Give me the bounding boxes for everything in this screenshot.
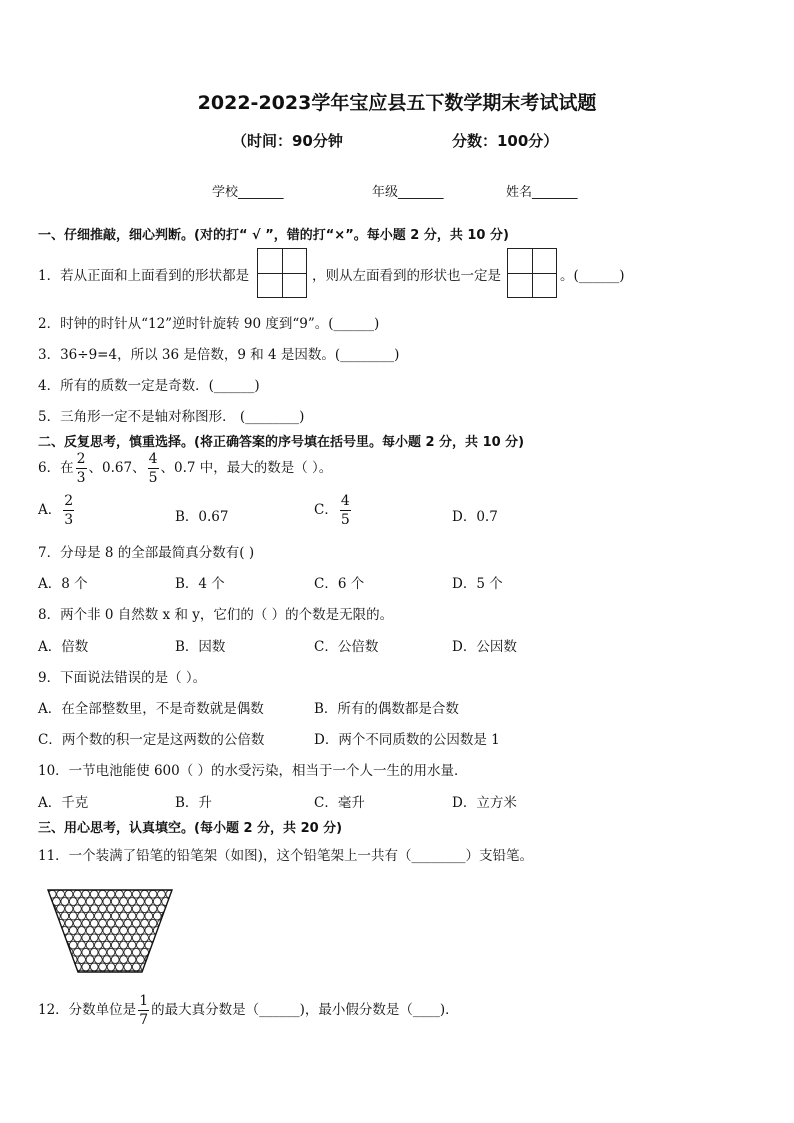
pencil-end [69, 912, 77, 920]
question-10-option-c: C．毫升 [314, 795, 365, 811]
pencil-end [95, 912, 103, 920]
pencil-end [170, 941, 176, 949]
pencil-end [153, 941, 161, 949]
pencil-end [170, 912, 176, 920]
pencil-end [137, 898, 145, 906]
pencil-end [124, 890, 132, 898]
pencil-end [57, 890, 65, 898]
pencil-end [48, 948, 56, 956]
pencil-end [137, 956, 145, 964]
question-1-part-b: ，则从左面看到的形状也一定是 [312, 268, 501, 284]
question-6-middle: 、0.67、 [88, 460, 146, 476]
pencil-end [103, 941, 111, 949]
pencil-end [153, 912, 161, 920]
pencil-end [82, 948, 90, 956]
grade-field: 年级_______ [372, 185, 444, 200]
pencil-end [158, 934, 166, 942]
pencil-end [82, 963, 90, 971]
pencil-end [99, 905, 107, 913]
pencil-end [111, 941, 119, 949]
pencil-end [99, 934, 107, 942]
grid-figure-front [257, 248, 307, 298]
pencil-end [65, 905, 73, 913]
school-field: 学校_______ [212, 185, 284, 200]
pencil-end [53, 941, 61, 949]
pencil-end [90, 948, 98, 956]
pencil-end [162, 956, 170, 964]
pencil-end [86, 970, 94, 976]
page-title: 2022-2023学年宝应县五下数学期末考试试题 [197, 92, 597, 114]
pencil-end [78, 912, 86, 920]
pencil-end [86, 912, 94, 920]
pencil-end [90, 905, 98, 913]
pencil-end [107, 890, 115, 898]
pencil-end [128, 956, 136, 964]
pencil-end [95, 970, 103, 976]
pencil-end [166, 919, 174, 927]
pencil-end [116, 963, 124, 971]
pencil-end [57, 963, 65, 971]
question-6-option-d: D．0.7 [452, 509, 498, 525]
pencil-end [99, 963, 107, 971]
fraction-1-7: $\frac{1}{7}$ [139, 993, 149, 1028]
pencil-end [141, 919, 149, 927]
question-6-option-c: C． $\frac{4}{5}$ [314, 493, 350, 528]
pencil-end [82, 890, 90, 898]
pencil-end [120, 956, 128, 964]
pencil-end [48, 963, 56, 971]
pencil-end [57, 948, 65, 956]
pencil-end [65, 963, 73, 971]
question-8-option-a: A．倍数 [38, 639, 89, 655]
pencil-end [103, 898, 111, 906]
question-9-option-c: C．两个数的积一定是这两数的公倍数 [38, 732, 265, 748]
pencil-end [162, 970, 170, 976]
pencil-end [153, 970, 161, 976]
pencil-end [99, 890, 107, 898]
pencil-end [86, 941, 94, 949]
pencil-end [78, 898, 86, 906]
pencil-end [128, 912, 136, 920]
pencil-end [57, 905, 65, 913]
pencil-end [116, 919, 124, 927]
pencil-end [166, 963, 174, 971]
pencil-end [141, 890, 149, 898]
pencil-end [90, 934, 98, 942]
question-6-option-a: A． $\frac{2}{3}$ [38, 493, 74, 528]
pencil-end [74, 890, 82, 898]
question-12 [38, 994, 459, 1027]
pencil-end [166, 905, 174, 913]
pencil-end [78, 927, 86, 935]
pencil-end [74, 919, 82, 927]
pencil-end [170, 898, 176, 906]
pencil-end [103, 956, 111, 964]
pencil-end [86, 898, 94, 906]
pencil-end [137, 941, 145, 949]
fraction-4-5: $\frac{4}{5}$ [148, 451, 158, 486]
pencil-end [153, 898, 161, 906]
question-12-prefix: 12．分数单位是 [38, 1002, 137, 1018]
pencil-end [116, 948, 124, 956]
pencil-end [86, 927, 94, 935]
pencil-end [65, 919, 73, 927]
pencil-end [132, 948, 140, 956]
question-6-suffix: 、0.7 中，最大的数是（ ）。 [160, 460, 333, 476]
pencil-end [74, 948, 82, 956]
pencil-end [120, 912, 128, 920]
pencil-end [137, 912, 145, 920]
pencil-end [103, 912, 111, 920]
pencil-end [90, 890, 98, 898]
pencil-end [107, 948, 115, 956]
pencil-end [69, 927, 77, 935]
pencil-end [53, 956, 61, 964]
pencil-end [69, 941, 77, 949]
pencil-end [120, 941, 128, 949]
pencil-end [95, 941, 103, 949]
pencil-end [82, 919, 90, 927]
pencil-end [48, 934, 56, 942]
pencil-end [141, 948, 149, 956]
question-6-option-b: B．0.67 [175, 509, 229, 525]
pencil-end [90, 919, 98, 927]
pencil-end [107, 905, 115, 913]
pencil-end [65, 890, 73, 898]
pencil-end [149, 890, 157, 898]
pencil-end [132, 934, 140, 942]
pencil-end [78, 956, 86, 964]
question-10: 10．一节电池能使 600（ ）的水受污染，相当于一个人一生的用水量． [38, 763, 468, 779]
pencil-end [170, 927, 176, 935]
question-7-option-d: D．5 个 [452, 576, 503, 592]
pencil-end [128, 898, 136, 906]
pencil-end [57, 934, 65, 942]
pencil-end [132, 919, 140, 927]
question-7-option-c: C．6 个 [314, 576, 365, 592]
pencil-end [99, 919, 107, 927]
question-9-option-d: D．两个不同质数的公因数是 1 [314, 732, 500, 748]
pencil-end [132, 905, 140, 913]
pencil-end [141, 934, 149, 942]
question-9-option-b: B．所有的偶数都是合数 [314, 701, 459, 717]
pencil-end [149, 963, 157, 971]
question-4: 4．所有的质数一定是奇数．(______) [38, 378, 260, 394]
pencil-end [74, 934, 82, 942]
pencil-end [170, 970, 176, 976]
question-8: 8．两个非 0 自然数 x 和 y，它们的（ ）的个数是无限的。 [38, 607, 394, 623]
section-2-heading: 二、反复思考，慎重选择。(将正确答案的序号填在括号里。每小题 2 分，共 10 分) [38, 435, 525, 450]
pencil-holder-figure [44, 886, 176, 976]
pencil-end [107, 919, 115, 927]
pencil-end [162, 941, 170, 949]
exam-time: （时间：90分钟 [232, 132, 343, 150]
pencil-end [74, 905, 82, 913]
pencil-end [158, 963, 166, 971]
question-6-prefix: 6．在 [38, 460, 74, 476]
pencil-end [162, 927, 170, 935]
pencil-end [95, 927, 103, 935]
pencil-end [145, 898, 153, 906]
question-7-option-b: B．4 个 [175, 576, 225, 592]
pencil-end [116, 905, 124, 913]
question-9-option-a: A．在全部整数里，不是奇数就是偶数 [38, 701, 264, 717]
pencil-end [128, 927, 136, 935]
question-9: 9．下面说法错误的是（ ）。 [38, 670, 207, 686]
pencil-end [103, 970, 111, 976]
pencil-end [153, 956, 161, 964]
pencil-end [95, 956, 103, 964]
question-7-option-a: A．8 个 [38, 576, 88, 592]
question-3: 3．36÷9=4，所以 36 是倍数，9 和 4 是因数。(________) [38, 347, 400, 363]
pencil-end [86, 956, 94, 964]
pencil-end [145, 970, 153, 976]
question-8-option-b: B．因数 [175, 639, 226, 655]
pencil-end [120, 927, 128, 935]
pencil-end [120, 898, 128, 906]
question-1-part-a: 1．若从正面和上面看到的形状都是 [38, 268, 250, 284]
question-11: 11．一个装满了铅笔的铅笔架（如图)，这个铅笔架上一共有（________）支铅笔。 [38, 848, 533, 864]
pencil-end [53, 927, 61, 935]
pencil-end [111, 927, 119, 935]
question-2: 2．时钟的时针从“12”逆时针旋转 90 度到“9”。(______) [38, 316, 380, 332]
question-10-option-b: B．升 [175, 795, 212, 811]
pencil-end [48, 919, 56, 927]
pencil-end [116, 934, 124, 942]
name-field: 姓名_______ [506, 185, 578, 200]
question-6 [38, 452, 332, 485]
pencil-end [69, 898, 77, 906]
pencil-end [111, 912, 119, 920]
pencil-end [99, 948, 107, 956]
pencil-end [132, 963, 140, 971]
pencil-end [124, 919, 132, 927]
pencil-end [124, 934, 132, 942]
pencil-end [61, 898, 69, 906]
pencil-end [120, 970, 128, 976]
pencil-end [128, 970, 136, 976]
pencil-end [53, 970, 61, 976]
pencil-end [124, 963, 132, 971]
pencil-end [137, 970, 145, 976]
pencil-end [137, 927, 145, 935]
section-1-heading: 一、仔细推敲，细心判断。(对的打“ √ ”，错的打“×”。每小题 2 分，共 10 分) [38, 228, 509, 243]
pencil-end [82, 934, 90, 942]
pencil-end [61, 956, 69, 964]
pencil-end [166, 948, 174, 956]
pencil-end [107, 934, 115, 942]
pencil-end [149, 905, 157, 913]
pencil-end [141, 905, 149, 913]
pencil-end [107, 963, 115, 971]
question-8-option-d: D．公因数 [452, 639, 517, 655]
pencil-end [78, 941, 86, 949]
pencil-end [158, 948, 166, 956]
pencil-end [111, 898, 119, 906]
pencil-end [78, 970, 86, 976]
question-8-option-c: C．公倍数 [314, 639, 379, 655]
question-12-suffix: 的最大真分数是（______)，最小假分数是（____)． [151, 1002, 459, 1018]
pencil-end [149, 919, 157, 927]
pencil-end [103, 927, 111, 935]
pencil-end [90, 963, 98, 971]
pencil-end [170, 956, 176, 964]
pencil-end [111, 970, 119, 976]
pencil-end [82, 905, 90, 913]
pencil-end [128, 941, 136, 949]
pencil-end [69, 970, 77, 976]
question-10-option-d: D．立方米 [452, 795, 517, 811]
pencil-end [124, 905, 132, 913]
pencil-end [61, 970, 69, 976]
pencil-end [145, 912, 153, 920]
section-3-heading: 三、用心思考，认真填空。(每小题 2 分，共 20 分) [38, 821, 343, 836]
pencil-end [61, 912, 69, 920]
question-10-option-a: A．千克 [38, 795, 89, 811]
question-5: 5．三角形一定不是轴对称图形． (________) [38, 409, 305, 425]
pencil-end [116, 890, 124, 898]
pencil-end [132, 890, 140, 898]
question-1-part-c: 。(______) [560, 268, 625, 284]
question-7: 7．分母是 8 的全部最简真分数有( ) [38, 545, 255, 561]
pencil-end [124, 948, 132, 956]
pencil-end [158, 890, 166, 898]
pencil-end [166, 934, 174, 942]
pencil-end [111, 956, 119, 964]
pencil-end [145, 927, 153, 935]
pencil-end [95, 898, 103, 906]
exam-score: 分数：100分） [452, 132, 559, 150]
grid-figure-left [507, 248, 557, 298]
fraction-2-3: $\frac{2}{3}$ [76, 451, 86, 486]
